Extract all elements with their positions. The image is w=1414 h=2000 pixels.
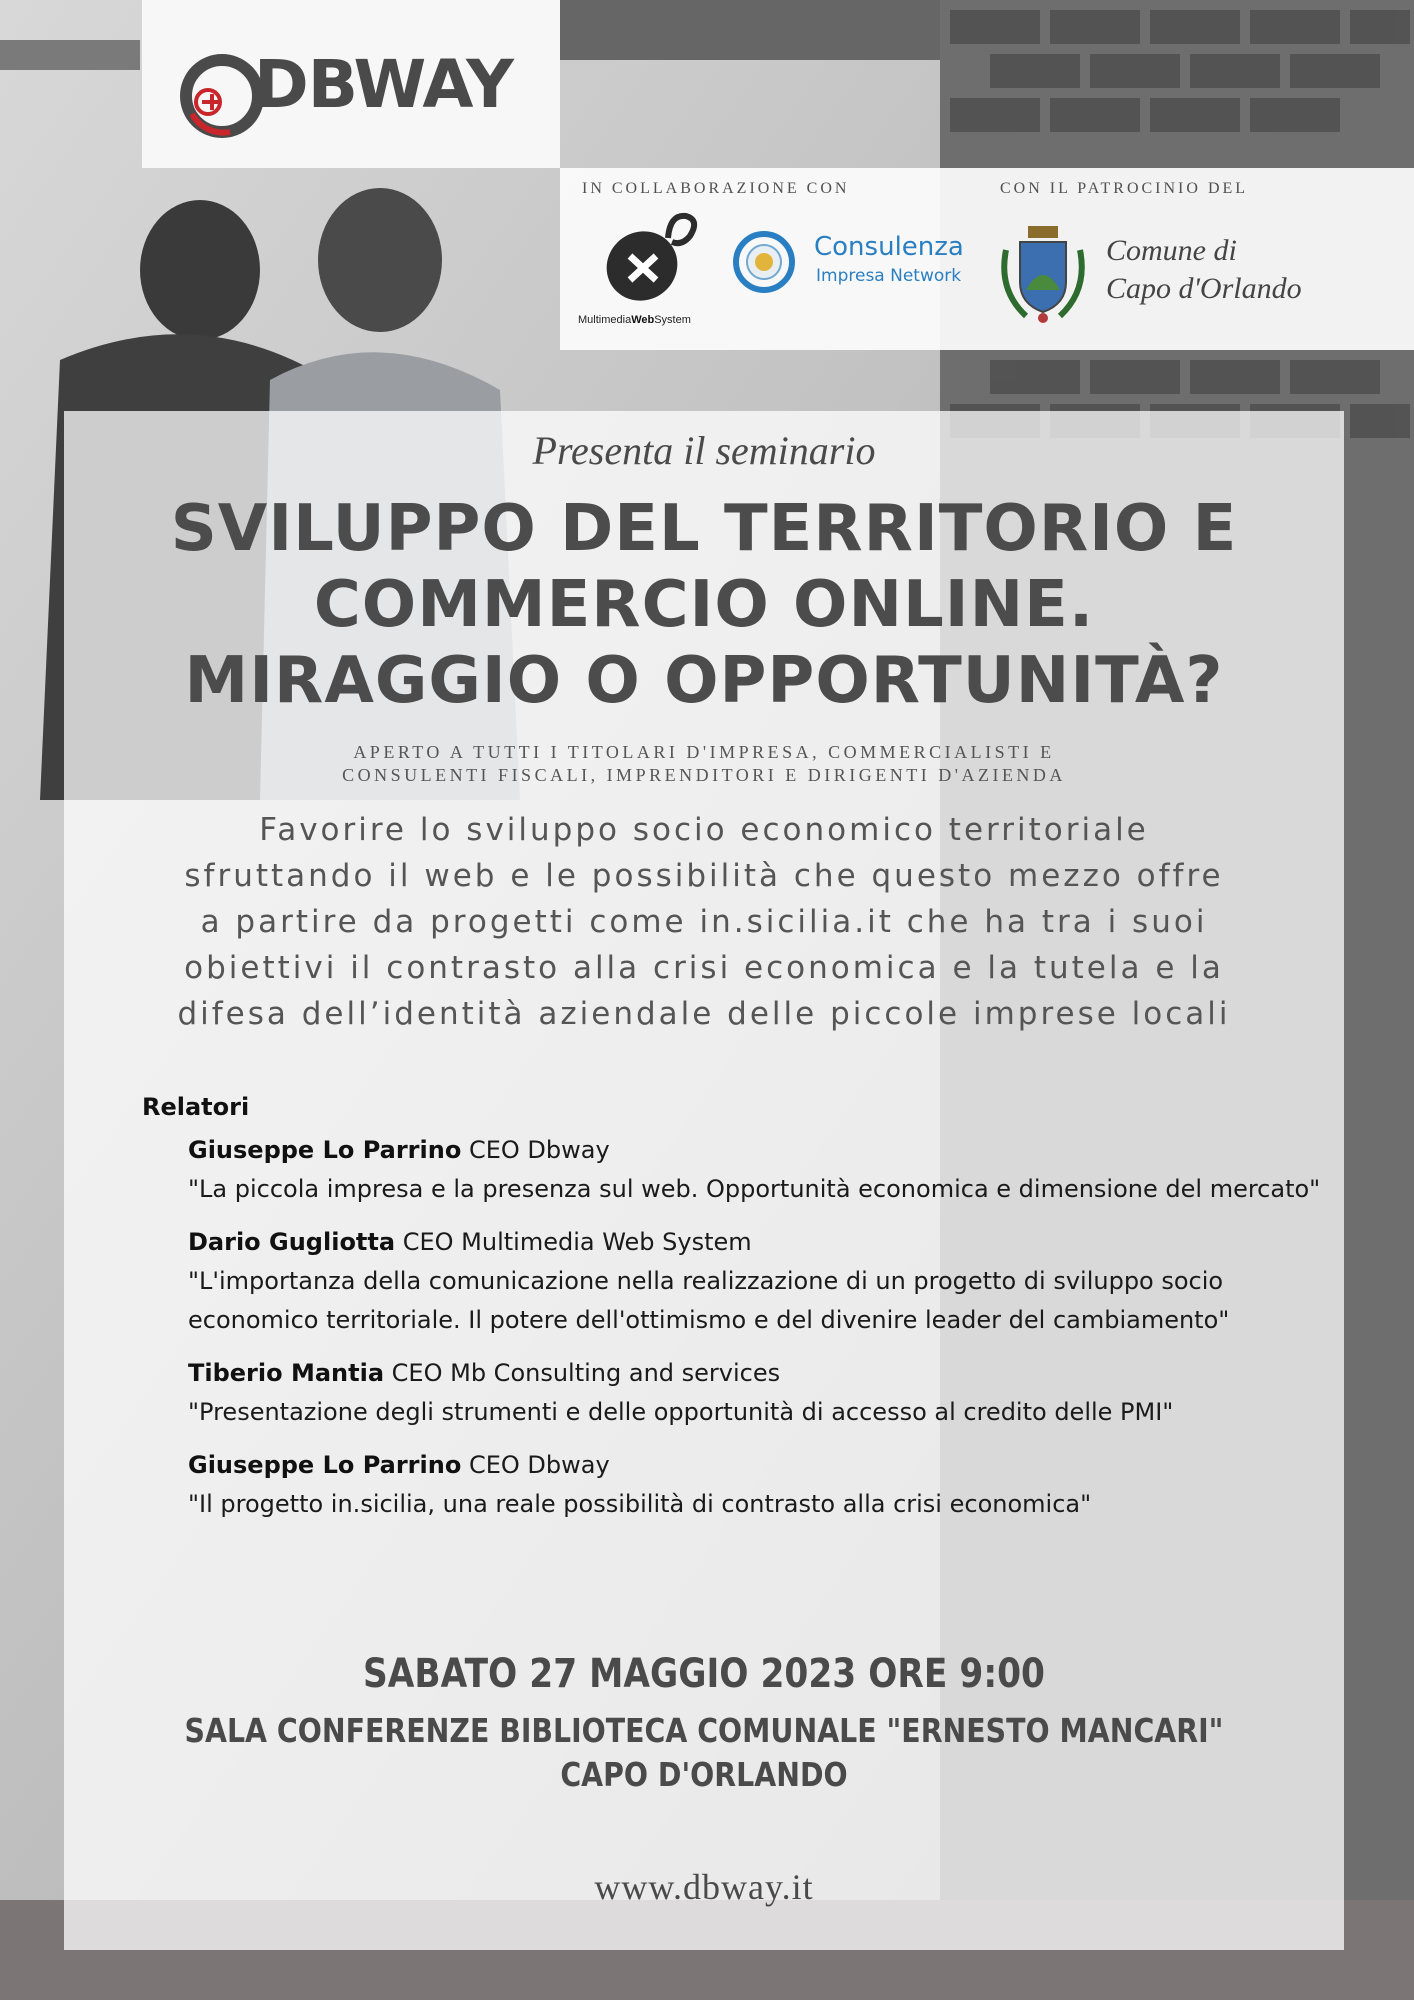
- consulenza-title: Consulenza: [814, 232, 964, 262]
- intro-line: sfruttando il web e le possibilità che questo mezzo offre: [184, 858, 1224, 894]
- venue-line: SALA CONFERENZE BIBLIOTECA COMUNALE "ERNESTO MANCARI": [184, 1711, 1224, 1750]
- speaker-role: CEO Dbway: [468, 1136, 610, 1164]
- title-line: MIRAGGIO O OPPORTUNITÀ?: [184, 644, 1224, 718]
- intro-paragraph: [64, 807, 1344, 1037]
- speaker-talk: "L'importanza della comunicazione nella realizzazione di un progetto di sviluppo socio economico territoriale. Il potere dell'ottimismo e del divenire leader del cambiamento": [188, 1267, 1230, 1334]
- speaker-name: Tiberio Mantia: [188, 1359, 385, 1387]
- audience-line: CONSULENTI FISCALI, IMPRENDITORI E DIRIGENTI D'AZIENDA: [342, 765, 1066, 785]
- speaker-role: CEO Multimedia Web System: [402, 1228, 752, 1256]
- intro-line: a partire da progetti come in.sicilia.it che ha tra i suoi: [200, 904, 1208, 940]
- intro-line: obiettivi il contrasto alla crisi economica e la tutela e la: [184, 950, 1224, 986]
- consulenza-globe-icon: [732, 230, 796, 294]
- speaker-name: Giuseppe Lo Parrino: [188, 1451, 462, 1479]
- event-date-time: SABATO 27 MAGGIO 2023 ORE 9:00: [363, 1651, 1045, 1697]
- comune-crest-icon: [996, 220, 1090, 326]
- relatori-heading: Relatori: [142, 1093, 250, 1121]
- presenta-subtitle: Presenta il seminario: [532, 428, 876, 473]
- title-line: SVILUPPO DEL TERRITORIO E: [170, 492, 1238, 566]
- intro-line: Favorire lo sviluppo socio economico territoriale: [259, 812, 1149, 848]
- audience-line: APERTO A TUTTI I TITOLARI D'IMPRESA, COMMERCIALISTI E: [353, 742, 1055, 762]
- multimedia-web-system-logo-icon: [590, 208, 710, 308]
- speaker-talk: "La piccola impresa e la presenza sul web. Opportunità economica e dimensione del mercato": [188, 1175, 1321, 1203]
- comune-name-line2: Capo d'Orlando: [1106, 272, 1302, 305]
- title-line: COMMERCIO ONLINE.: [313, 568, 1095, 642]
- speaker-talk: "Il progetto in.sicilia, una reale possibilità di contrasto alla crisi economica": [188, 1490, 1092, 1518]
- speaker-name: Dario Gugliotta: [188, 1228, 396, 1256]
- event-venue: [154, 1709, 1255, 1797]
- venue-line: CAPO D'ORLANDO: [560, 1755, 848, 1794]
- speaker-name: Giuseppe Lo Parrino: [188, 1136, 462, 1164]
- speaker-item: [188, 1446, 1328, 1524]
- consulenza-subtitle: Impresa Network: [816, 266, 962, 286]
- speaker-talk: "Presentazione degli strumenti e delle opportunità di accesso al credito delle PMI": [188, 1398, 1174, 1426]
- intro-line: difesa dell’identità aziendale delle piccole imprese locali: [177, 996, 1231, 1032]
- audience-note: [64, 741, 1344, 787]
- speaker-item: [188, 1223, 1328, 1340]
- partner-strip: [560, 168, 1414, 350]
- main-panel: [64, 411, 1344, 1950]
- mws-caption: MultimediaWebSystem: [578, 314, 691, 326]
- collab-label: IN COLLABORAZIONE CON: [582, 180, 850, 197]
- comune-name-line1: Comune di: [1106, 234, 1237, 267]
- website-link[interactable]: www.dbway.it: [594, 1867, 814, 1907]
- speaker-list: [188, 1131, 1328, 1538]
- speaker-role: CEO Dbway: [468, 1451, 610, 1479]
- brand-name: DBWAY: [254, 46, 513, 123]
- speaker-item: [188, 1131, 1328, 1209]
- patrocinio-label: CON IL PATROCINIO DEL: [1000, 180, 1249, 197]
- brand-logo-box: [142, 0, 560, 168]
- seminar-title: [64, 491, 1344, 719]
- speaker-item: [188, 1354, 1328, 1432]
- speaker-role: CEO Mb Consulting and services: [391, 1359, 781, 1387]
